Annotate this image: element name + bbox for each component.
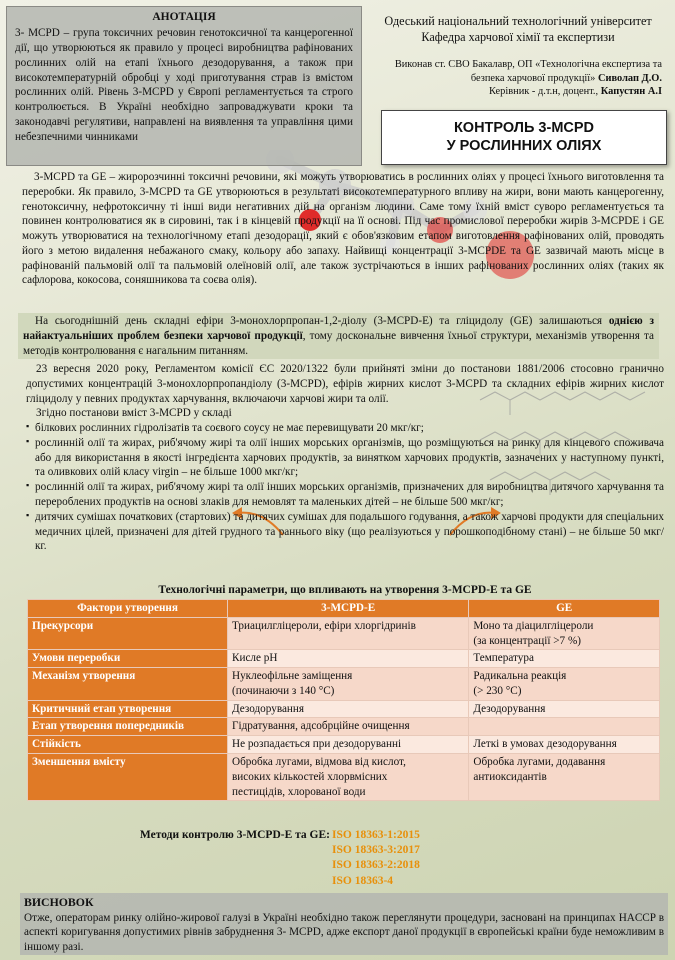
ge-cell — [469, 617, 660, 650]
cell-line: Триацилгліцероли, ефіри хлоргідринів — [232, 619, 416, 632]
relevance-section — [18, 313, 659, 359]
author-student-name: Сиволап Д.О. — [598, 72, 662, 84]
cell-line: Кисле pH — [232, 652, 278, 665]
cell-line: Обробка лугами, відмова від кислот, — [232, 756, 406, 769]
cell-line: пестицідів, хлорованої води — [232, 785, 366, 798]
cell-line: (за концентрації >7 %) — [473, 634, 581, 647]
table-row — [28, 617, 660, 650]
mcpd-cell — [228, 718, 469, 736]
cell-line: Обробка лугами, додавання — [473, 756, 606, 769]
column-header: Фактори утворення — [28, 600, 228, 618]
list-item: ▪ білкових рослинних гідролізатів та соєвого соусу не має перевищувати 20 мкг/кг; — [26, 421, 664, 436]
parameters-table — [27, 599, 660, 801]
cell-line: Дезодорування — [473, 702, 546, 715]
title-line-1: КОНТРОЛЬ 3-MCPD — [453, 120, 595, 136]
mcpd-cell — [228, 754, 469, 801]
ge-cell — [469, 718, 660, 736]
cell-line: Нуклеофільне заміщення — [232, 670, 353, 683]
authors-block — [368, 58, 668, 99]
relevance-text-part-2: , тому доскональне вивчення їхньої структури, механізмів утворення та методів контролювання є нагальним питанням. — [23, 329, 654, 357]
iso-standard: ISO 18363-4 — [332, 874, 394, 887]
cell-line: Радикальна реакція — [473, 670, 567, 683]
factor-cell: Критичний етап утворення — [28, 700, 228, 718]
annotation-box — [6, 6, 362, 166]
cell-line: Гідратування, адсобрційне очищення — [232, 720, 410, 733]
table-body — [28, 617, 660, 801]
title-line-2: У РОСЛИННИХ ОЛІЯХ — [446, 138, 602, 155]
cell-line: Температура — [473, 652, 534, 665]
iso-standard: ISO 18363-2:2018 — [332, 859, 420, 872]
mcpd-cell — [228, 736, 469, 754]
ge-cell — [469, 736, 660, 754]
factor-cell: Умови переробки — [28, 650, 228, 668]
cell-line: (починаючи з 140 °C) — [232, 684, 335, 697]
table-row — [28, 650, 660, 668]
intro-section — [18, 170, 668, 288]
table-row — [28, 668, 660, 701]
conclusion-text: Отже, операторам ринку олійно-жирової галузі в Україні необхідно також переглянути процедури, засновані на принципах HACCP в аспекті коригування допустимих рівнів забруднення 3- MCPD, адже експорт даної продукції в європейські країни буде неможливим в іншому разі. — [24, 911, 664, 954]
factor-cell: Механізм утворення — [28, 668, 228, 701]
department-name: Кафедра харчової хімії та експертизи — [421, 29, 615, 44]
mcpd-cell — [228, 617, 469, 650]
relevance-text-part-1: На сьогоднішній день складні ефіри 3-монохлорпропан-1,2-діолу (3-MCPD-E) та гліцидолу (GE) залишаються — [35, 315, 609, 327]
factor-cell: Зменшення вмісту — [28, 754, 228, 801]
table-header-row — [28, 600, 660, 618]
factor-cell: Прекурсори — [28, 617, 228, 650]
relevance-text-bold: однією з найактуальніших проблем безпеки харчової продукції — [23, 315, 654, 342]
author-line-2 — [368, 72, 662, 86]
cell-line: Леткі в умовах дезодорування — [473, 738, 617, 751]
annotation-text: 3- MCPD – група токсичних речовин генотоксичної та канцерогенної дії, що утворюються як правило у процесі виробництва рафінованих рослинних олій на етапі їхнього дезодорування, а також при високотемпературній обробці у ході приготування страв із вмістом рослинних олій. Рівень 3-MCPD у Європі регламентується та строго контролюється. В Україні необхідно запроваджувати кроки та законодавчі регулятиви, направлені на виявлення та управління цими небезпечними чинниками — [15, 27, 353, 143]
column-header: 3-MCPD-E — [228, 600, 469, 618]
table-row — [28, 736, 660, 754]
conclusion-heading: ВИСНОВОК — [24, 895, 94, 909]
mcpd-cell — [228, 650, 469, 668]
university-name: Одеський національний технологічний університет — [384, 14, 652, 28]
iso-standard: ISO 18363-3:2017 — [332, 844, 420, 857]
author-program: безпека харчової продукції» — [470, 72, 596, 84]
mcpd-cell — [228, 668, 469, 701]
cell-line: антиоксидантів — [473, 770, 547, 783]
university-header — [368, 14, 668, 46]
ge-cell — [469, 700, 660, 718]
table-row — [28, 754, 660, 801]
regulation-list — [26, 421, 664, 554]
cell-line: Не розпадається при дезодоруванні — [232, 738, 402, 751]
list-item: ▪ дитячих сумішах початкових (стартових) та дитячих сумішах для подальшого годування, а також харчові продукти для спеціальних медичних цілей, призначені для дітей грудного та раннього віку (що реалізуються у порошкоподібному стані) – не більше 50 мкг/кг. — [26, 510, 664, 554]
factor-cell: Етап утворення попередників — [28, 718, 228, 736]
supervisor-title: Керівник - д.т.н, доцент., — [489, 86, 599, 98]
methods-block — [110, 828, 510, 887]
table-row — [28, 718, 660, 736]
relevance-text — [23, 314, 654, 358]
iso-list — [332, 828, 420, 889]
cell-line: Моно та діацилгліцероли — [473, 619, 594, 632]
cell-line: високих кількостей хлорвмісних — [232, 770, 388, 783]
supervisor-name: Капустян А.І — [600, 86, 662, 98]
regulation-lead: Згідно постанови вміст 3-MCPD у складі — [36, 407, 232, 420]
table-caption: Технологічні параметри, що впливають на утворення 3-MCPD-E та GE — [158, 584, 532, 596]
list-item: ▪ рослинній олії та жирах, риб'ячому жирі та олії інших морських організмів, що розміщуються на ринку для кінцевого споживача або для використання в якості інгредієнта харчових продуктів, за винятком харчових продуктів, зазначених у наступному пункті, та оливкових олій класу virgin – не більше 1000 мкг/кг; — [26, 436, 664, 480]
factor-cell: Стійкість — [28, 736, 228, 754]
author-line-3 — [368, 85, 662, 99]
column-header: GE — [469, 600, 660, 618]
regulation-section — [22, 362, 668, 554]
ge-cell — [469, 650, 660, 668]
cell-line: (> 230 °C) — [473, 684, 522, 697]
ge-cell — [469, 754, 660, 801]
iso-standard: ISO 18363-1:2015 — [332, 829, 420, 841]
conclusion-box — [20, 893, 668, 955]
annotation-heading: АНОТАЦІЯ — [152, 11, 216, 23]
cell-line: Дезодорування — [232, 702, 305, 715]
methods-label: Методи контролю 3-MCPD-E та GE: — [139, 829, 330, 841]
ge-cell — [469, 668, 660, 701]
regulation-intro: 23 вересня 2020 року, Регламентом комісії ЄС 2020/1322 були прийняті зміни до постанови 1881/2006 стосовно гранично допустимих концентрацій 3-монохлорпропандіолу (3-MCPD), ефірів жирних кислот 3-MCPD та складних ефірів жирних кислот гліцидолу у певних продуктах харчування, включаючи харчові жири та олії. — [26, 363, 664, 405]
mcpd-cell — [228, 700, 469, 718]
intro-text: 3-MCPD та GE – жиророзчинні токсичні речовини, які можуть утворюватись в рослинних оліях у процесі їхнього виготовлення та переробки. Як правило, 3-MCPD та GE утворюються в результаті високотемпературного впливу на жири, вони мають канцерогенну, генотоксичну, нефротоксичну ті інші види негативних дій на організм людини. Саме тому їхній вміст суворо регламентується та повинен контролюватися як в сировині, так і в кінцевій продукції на її основі. Під час промислової переробки жирів 3-MCPDE і GE можуть утворюватися на технологічному етапі дезодорації, який є обов'язковим етапом виготовлення рафінованих олій, проводять його з метою видалення небажаного смаку, кольору або запаху. Найвищі концентрації 3-MCPDE та GE зазвичай мають місце в рафінованій пальмовій олії та пальмовій олеїновій олії, але також зустрічаються в інших рафінованих рослинних оліях (таких як сафлорова, кокосова, соняшникова та соєва олія). — [22, 171, 664, 287]
poster-title — [381, 110, 667, 165]
table-row — [28, 700, 660, 718]
list-item: ▪ рослинній олії та жирах, риб'ячому жирі та олії інших морських організмів, призначених для виробництва дитячого харчування та перероблених продуктів на основі злаків для немовлят та маленьких дітей – не більше 500 мкг/кг; — [26, 480, 664, 510]
author-line-1: Виконав ст. СВО Бакалавр, ОП «Технологічна експертиза та — [394, 59, 662, 70]
